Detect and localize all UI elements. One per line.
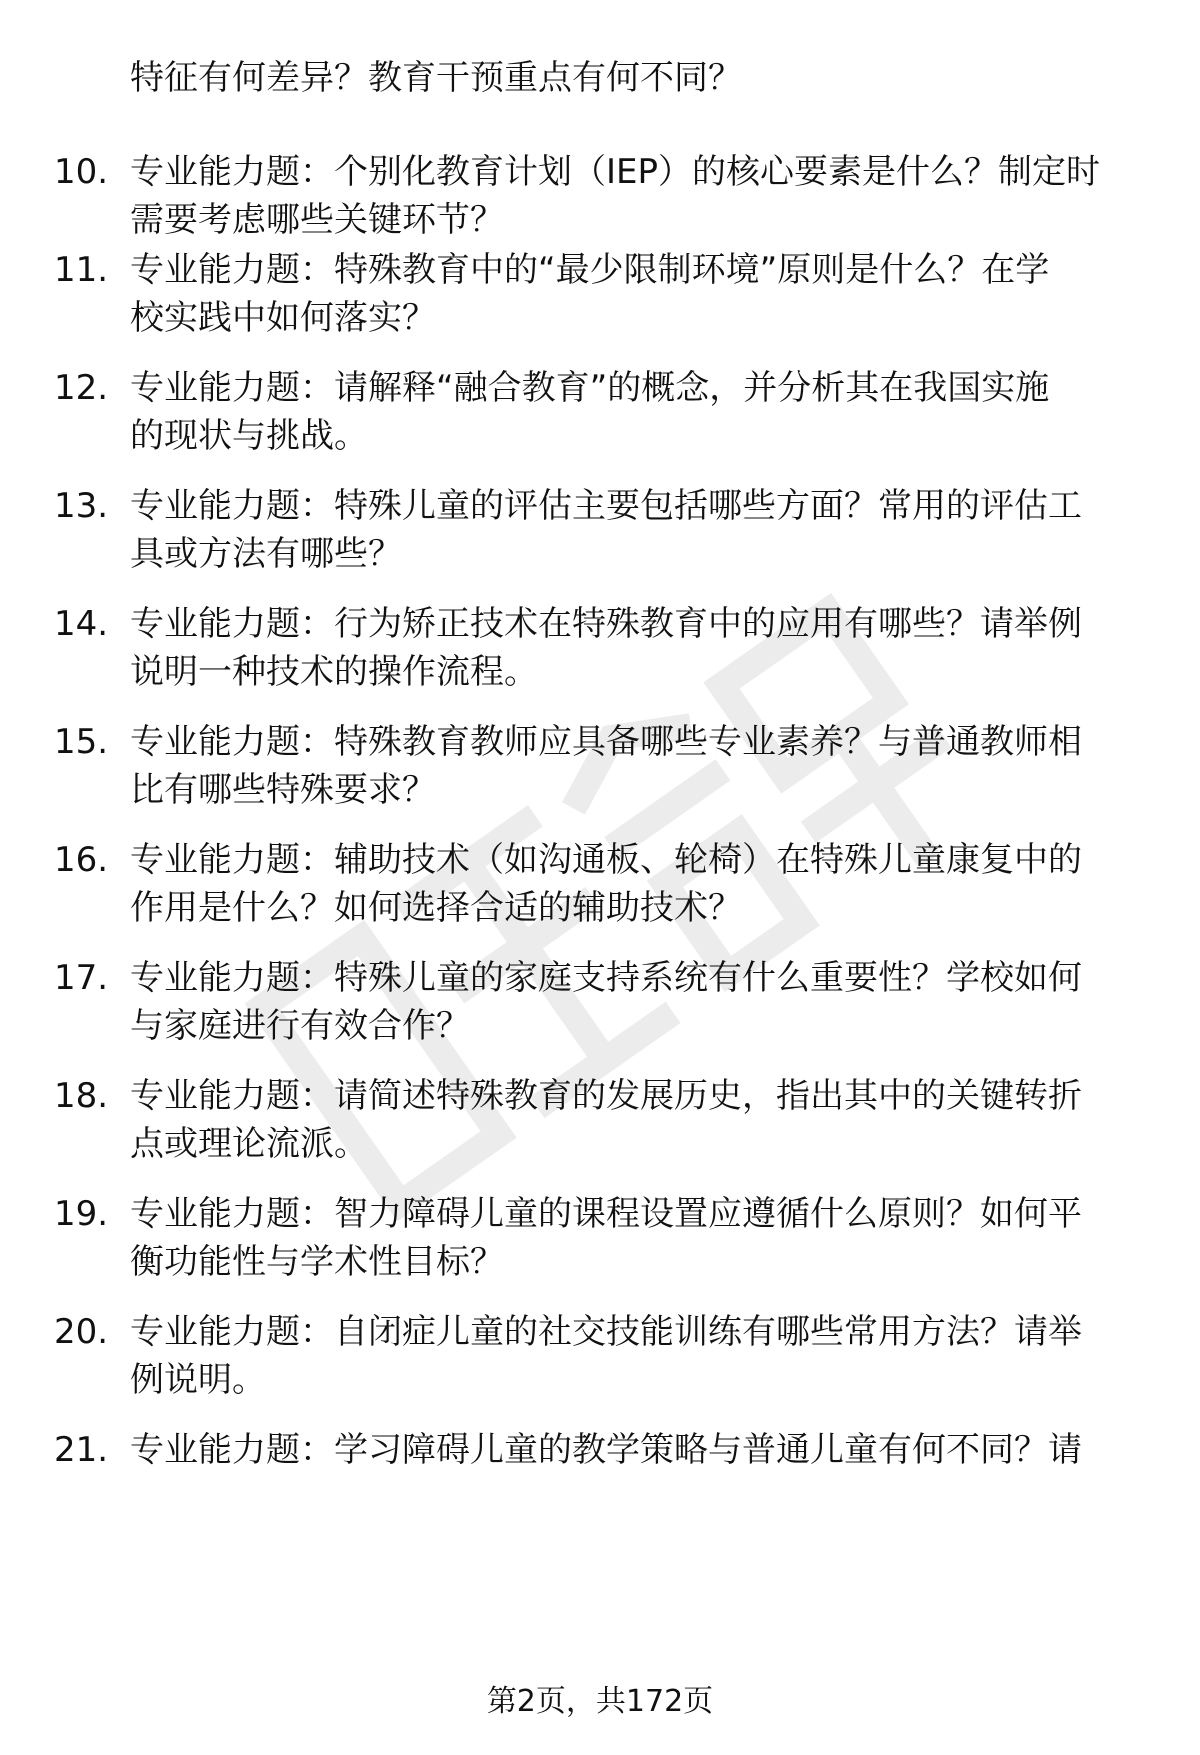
question-line-1: 专业能力题：特殊儿童的评估主要包括哪些方面？常用的评估工	[130, 486, 1082, 526]
question-line-2: 具或方法有哪些？	[130, 534, 402, 574]
question-line-1: 专业能力题：行为矫正技术在特殊教育中的应用有哪些？请举例	[130, 604, 1082, 644]
question-line-2: 说明一种技术的操作流程。	[130, 652, 538, 692]
question-number: 19.	[54, 1194, 109, 1234]
question-line-1: 专业能力题：自闭症儿童的社交技能训练有哪些常用方法？请举	[130, 1312, 1082, 1352]
question-number: 21.	[54, 1430, 109, 1470]
question-number: 10.	[54, 152, 109, 192]
question-line-1: 专业能力题：个别化教育计划（IEP）的核心要素是什么？制定时	[130, 152, 1101, 192]
question-number: 14.	[54, 604, 109, 644]
question-line-2: 例说明。	[130, 1360, 266, 1400]
question-number: 13.	[54, 486, 109, 526]
question-line-2: 需要考虑哪些关键环节？	[130, 200, 504, 240]
question-line-1: 专业能力题：请简述特殊教育的发展历史，指出其中的关键转折	[130, 1076, 1082, 1116]
question-line-2: 衡功能性与学术性目标？	[130, 1242, 504, 1282]
question-line-2: 点或理论流派。	[130, 1124, 368, 1164]
question-line-1: 专业能力题：智力障碍儿童的课程设置应遵循什么原则？如何平	[130, 1194, 1082, 1234]
page-footer: 第2页，共172页	[486, 1684, 714, 1719]
question-line-1: 专业能力题：辅助技术（如沟通板、轮椅）在特殊儿童康复中的	[130, 840, 1082, 880]
question-line-2: 比有哪些特殊要求？	[130, 770, 436, 810]
question-number: 16.	[54, 840, 109, 880]
question-line-2: 校实践中如何落实？	[130, 298, 436, 338]
question-number: 11.	[54, 250, 109, 290]
question-line-1: 专业能力题：请解释“融合教育”的概念，并分析其在我国实施	[130, 368, 1050, 408]
question-line-1: 专业能力题：学习障碍儿童的教学策略与普通儿童有何不同？请	[130, 1430, 1082, 1470]
question-number: 18.	[54, 1076, 109, 1116]
question-line-1: 专业能力题：特殊教育中的“最少限制环境”原则是什么？在学	[130, 250, 1050, 290]
question-number: 17.	[54, 958, 109, 998]
question-line-2: 的现状与挑战。	[130, 416, 368, 456]
question-line-1: 专业能力题：特殊儿童的家庭支持系统有什么重要性？学校如何	[130, 958, 1082, 998]
question-line-1: 专业能力题：特殊教育教师应具备哪些专业素养？与普通教师相	[130, 722, 1082, 762]
question-number: 12.	[54, 368, 109, 408]
continuation-text: 特征有何差异？教育干预重点有何不同？	[130, 58, 742, 98]
question-number: 15.	[54, 722, 109, 762]
question-line-2: 与家庭进行有效合作？	[130, 1006, 470, 1046]
question-line-2: 作用是什么？如何选择合适的辅助技术？	[130, 888, 742, 928]
question-number: 20.	[54, 1312, 109, 1352]
